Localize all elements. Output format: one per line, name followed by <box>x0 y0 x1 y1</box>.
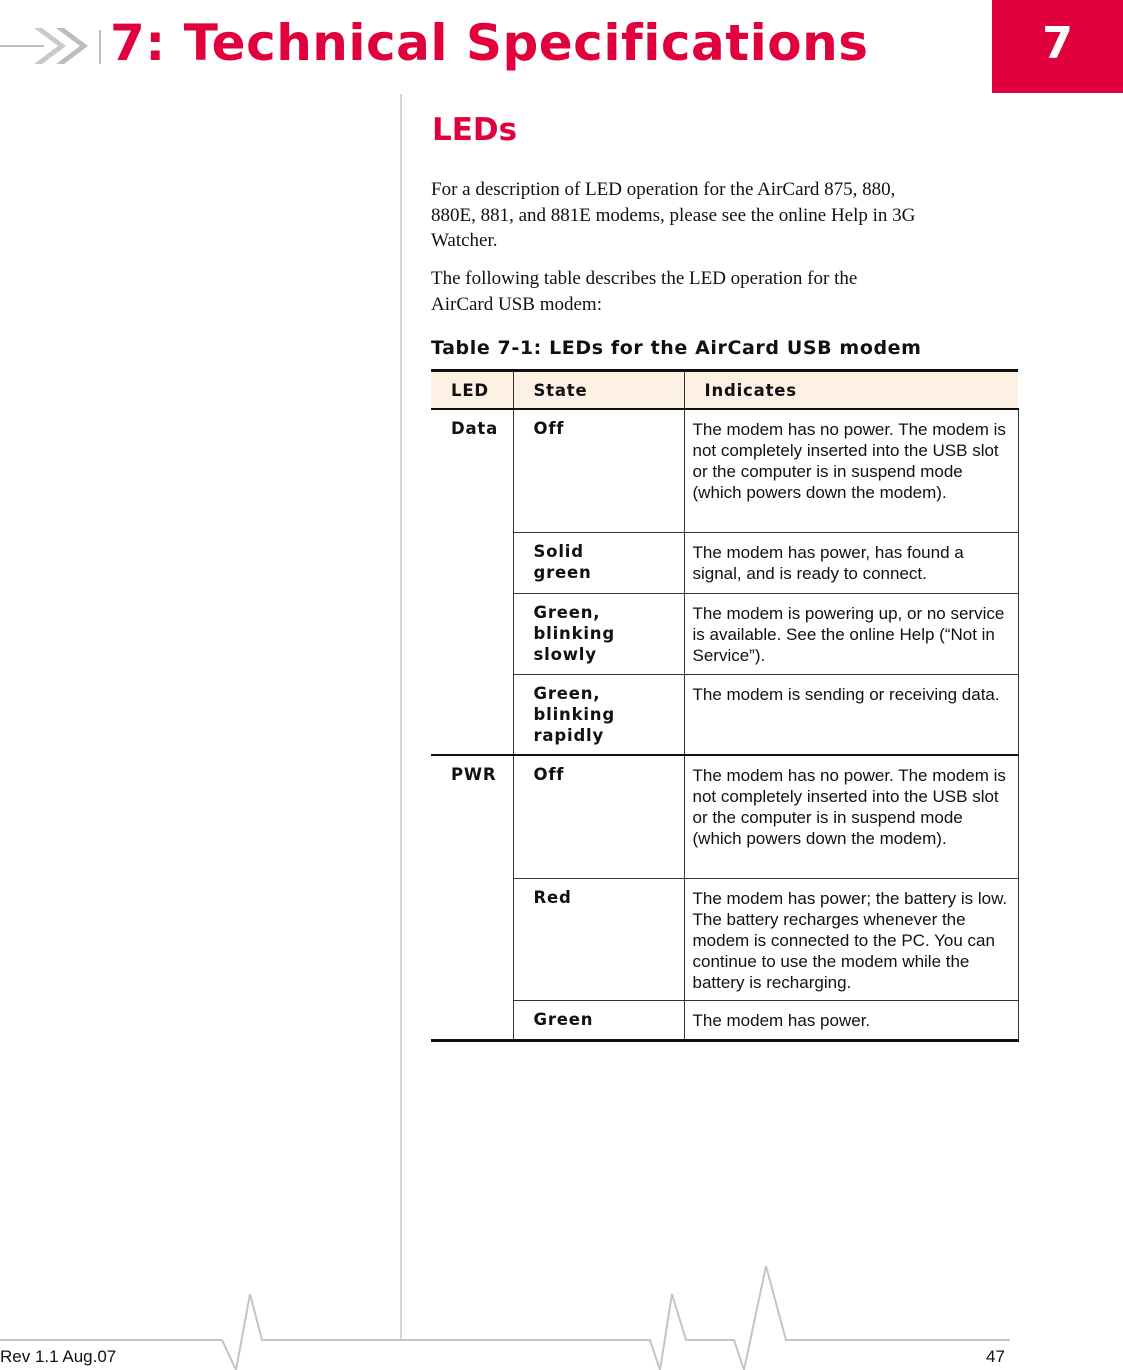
margin-rule <box>400 94 402 1340</box>
header-led: LED <box>431 371 513 410</box>
table-row <box>431 1000 1018 1040</box>
indicates-cell: The modem has power. <box>684 1000 1018 1040</box>
led-data-cell: Data <box>431 409 513 755</box>
indicates-cell: The modem has no power. The modem is not completely inserted into the USB slot or the computer is in suspend mode (which powers down the modem). <box>684 409 1018 532</box>
table-intro-paragraph <box>431 266 1021 317</box>
intro-paragraph <box>431 177 1021 254</box>
indicates-cell: The modem has no power. The modem is not completely inserted into the USB slot or the computer is in suspend mode (which powers down the modem). <box>684 755 1018 878</box>
indicates-cell: The modem is powering up, or no service is available. See the online Help (“Not in Service”). <box>684 593 1018 674</box>
state-cell: Off <box>513 409 684 532</box>
header-indicates: Indicates <box>684 371 1018 410</box>
indicates-cell: The modem has power, has found a signal, and is ready to connect. <box>684 532 1018 593</box>
table-row <box>431 755 1018 878</box>
header-state: State <box>513 371 684 410</box>
led-pwr-cell: PWR <box>431 755 513 1040</box>
footer-pulse-decoration <box>0 1260 1123 1370</box>
state-cell: Green, blinking slowly <box>513 593 684 674</box>
state-cell: Off <box>513 755 684 878</box>
indicates-cell: The modem is sending or receiving data. <box>684 674 1018 755</box>
table-row <box>431 532 1018 593</box>
table-row <box>431 409 1018 532</box>
footer-revision: Rev 1.1 Aug.07 <box>0 1347 117 1366</box>
table-row <box>431 674 1018 755</box>
intro-line-1: For a description of LED operation for the AirCard 875, 880, <box>431 179 896 200</box>
state-cell: Solid green <box>513 532 684 593</box>
intro-line-3: Watcher. <box>431 230 498 251</box>
footer-page-number: 47 <box>986 1347 1005 1366</box>
table-intro-line-2: AirCard USB modem: <box>431 293 602 315</box>
section-heading: LEDs <box>432 112 518 148</box>
chapter-number-tab: 7 <box>992 0 1123 93</box>
led-table <box>431 369 1019 1042</box>
table-intro-line-1: The following table describes the LED operation for the <box>431 268 858 289</box>
table-header-row <box>431 371 1018 410</box>
table-caption: Table 7-1: LEDs for the AirCard USB modem <box>431 337 922 359</box>
indicates-cell: The modem has power; the battery is low. The battery recharges whenever the modem is connected to the PC. You can continue to use the modem while the battery is recharging. <box>684 878 1018 1000</box>
state-cell: Green <box>513 1000 684 1040</box>
table-row <box>431 878 1018 1000</box>
header-arrows-decoration <box>0 20 110 76</box>
chapter-title: 7: Technical Specifications <box>110 14 869 72</box>
table-row <box>431 593 1018 674</box>
state-cell: Red <box>513 878 684 1000</box>
state-cell: Green, blinking rapidly <box>513 674 684 755</box>
intro-line-2: 880E, 881, and 881E modems, please see the online Help in 3G <box>431 204 916 226</box>
